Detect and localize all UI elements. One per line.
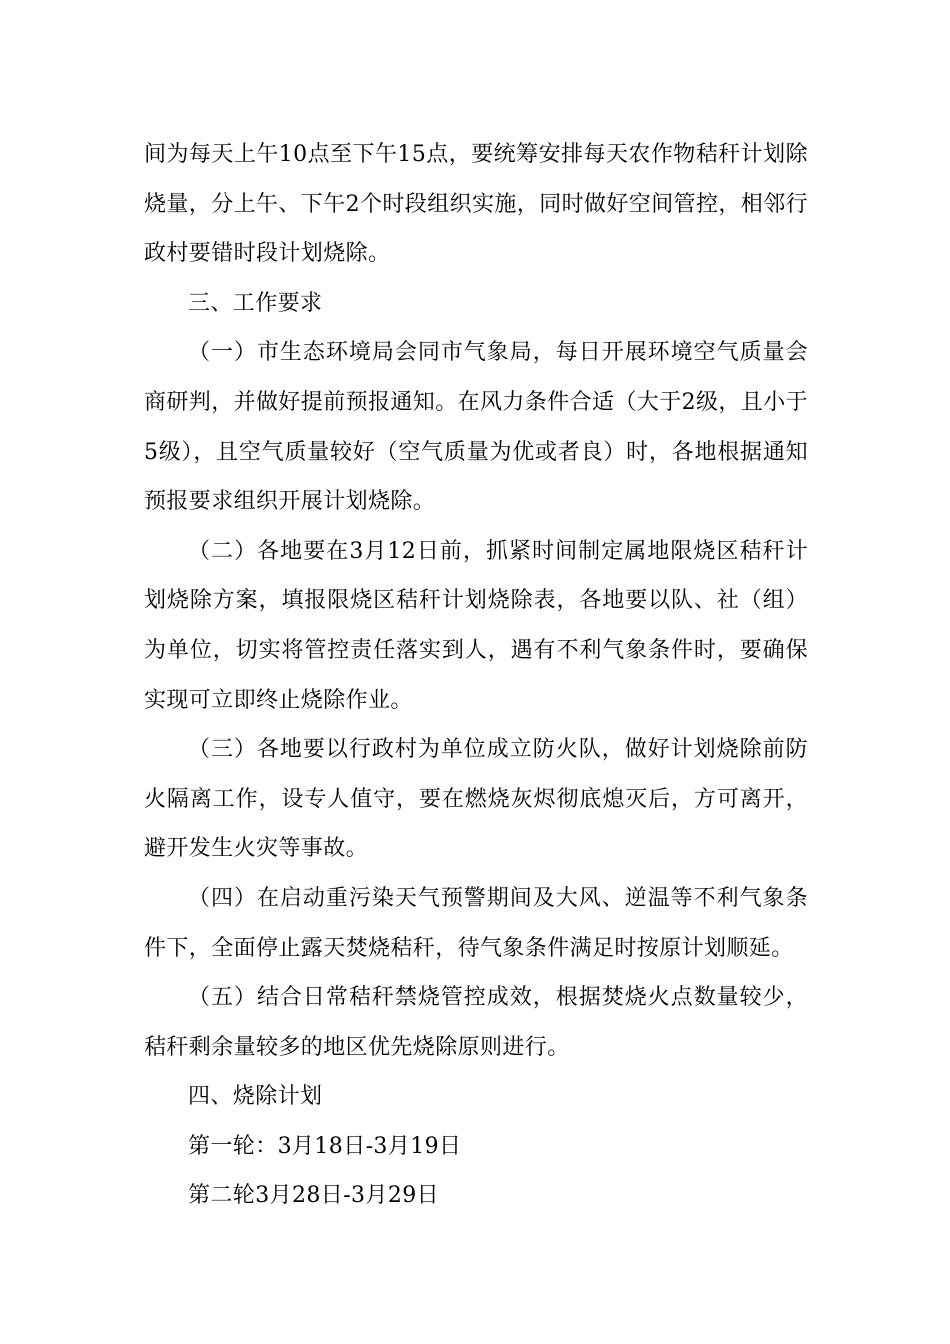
document-body — [144, 130, 808, 1221]
paragraph-requirement-3: （三）各地要以行政村为单位成立防火队，做好计划烧除前防火隔离工作，设专人值守，要在燃烧灰烬彻底熄灭后，方可离开，避开发生火灾等事故。 — [144, 737, 808, 862]
paragraph-requirement-1: （一）市生态环境局会同市气象局，每日开展环境空气质量会商研判，并做好提前预报通知。在风力条件合适（大于2级，且小于5级），且空气质量较好（空气质量为优或者良）时，各地根据通知预报要求组织开展计划烧除。 — [144, 340, 808, 515]
burn-round-2: 第二轮3月28日-3月29日 — [188, 1183, 440, 1209]
paragraph-requirement-5: （五）结合日常秸秆禁烧管控成效，根据焚烧火点数量较少，秸秆剩余量较多的地区优先烧除原则进行。 — [144, 985, 808, 1060]
section-heading-burn-plan: 四、烧除计划 — [188, 1084, 323, 1110]
paragraph-requirement-2: （二）各地要在3月12日前，抓紧时间制定属地限烧区秸秆计划烧除方案，填报限烧区秸秆计划烧除表，各地要以队、社（组）为单位，切实将管控责任落实到人，遇有不利气象条件时，要确保实现可立即终止烧除作业。 — [144, 538, 808, 713]
section-heading-work-requirements: 三、工作要求 — [188, 290, 323, 316]
paragraph-requirement-4: （四）在启动重污染天气预警期间及大风、逆温等不利气象条件下，全面停止露天焚烧秸秆，待气象条件满足时按原计划顺延。 — [144, 885, 808, 961]
burn-round-1: 第一轮：3月18日-3月19日 — [188, 1133, 462, 1159]
paragraph-burn-time-continuation: 间为每天上午10点至下午15点，要统筹安排每天农作物秸秆计划除烧量，分上午、下午2个时段组织实施，同时做好空间管控，相邻行政村要错时段计划烧除。 — [144, 142, 808, 267]
